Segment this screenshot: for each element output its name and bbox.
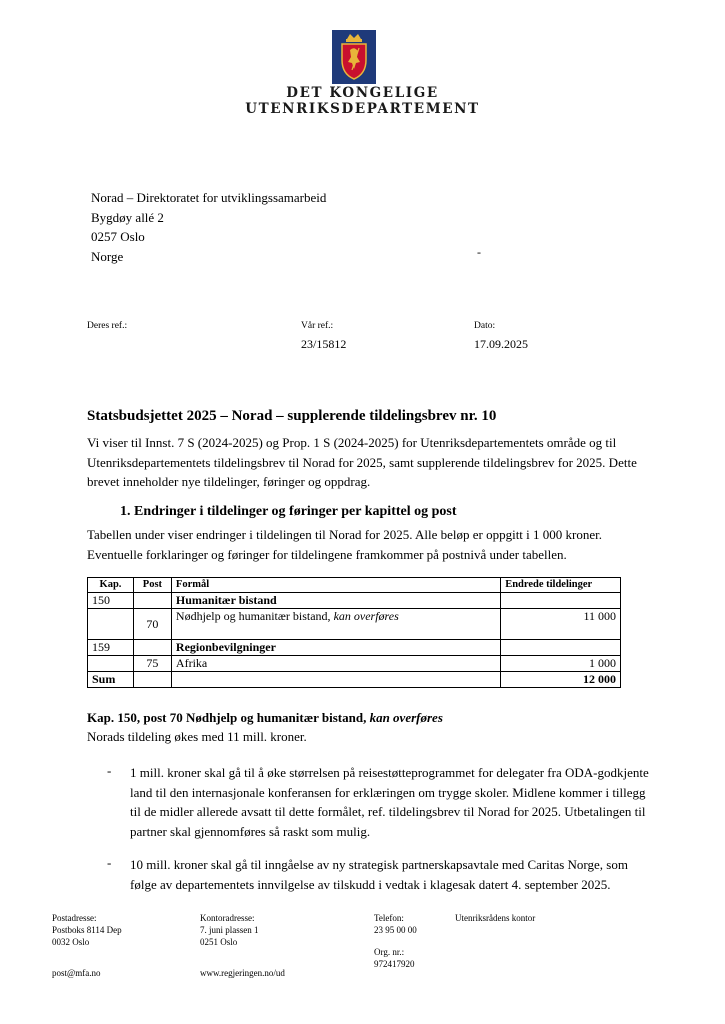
sum-label: Sum xyxy=(88,672,134,688)
intro-paragraph: Vi viser til Innst. 7 S (2024-2025) og Prop. 1 S (2024-2025) for Utenriksdepartementets område og til Utenriksdepartementets tildelingsbrev til Norad for 2025, samt supplerende tildelingsbrev for 2025. Dette brevet inneholder nye tildelinger, føringer og oppdrag. xyxy=(87,435,637,489)
kap-title-cell: Regionbevilgninger xyxy=(171,640,500,656)
table-sum-row xyxy=(88,672,621,688)
post-text: Nødhjelp og humanitær bistand, xyxy=(175,609,334,623)
table-row xyxy=(88,640,621,656)
amount-cell: 11 000 xyxy=(501,609,621,640)
post-cell: 75 xyxy=(133,656,171,672)
recipient-address xyxy=(91,188,326,266)
dato-value: 17.09.2025 xyxy=(474,337,528,351)
header-kap: Kap. xyxy=(88,578,134,593)
table-row xyxy=(88,656,621,672)
kap-cell: 159 xyxy=(88,640,134,656)
footer-label: Org. nr.: xyxy=(374,947,405,957)
footer-kontoradresse xyxy=(200,912,259,948)
department-name-line2: UTENRIKSDEPARTEMENT xyxy=(245,101,480,117)
footer-telefon xyxy=(374,912,417,936)
footer-text: 0251 Oslo xyxy=(200,937,238,947)
kap-title-cell: Humanitær bistand xyxy=(171,593,500,609)
footer-text: 0032 Oslo xyxy=(52,937,90,947)
letter-title: Statsbudsjettet 2025 – Norad – supplerende tildelingsbrev nr. 10 xyxy=(87,408,497,424)
post70-heading-italic: kan overføres xyxy=(369,710,443,725)
allocation-table xyxy=(87,577,621,688)
table-header-row xyxy=(88,578,621,593)
post-text-italic: kan overføres xyxy=(333,609,399,623)
footer-office: Utenriksrådens kontor xyxy=(455,913,536,923)
coat-of-arms-icon xyxy=(332,30,376,84)
recipient-line: 0257 Oslo xyxy=(91,229,145,244)
dato-label: Dato: xyxy=(474,321,496,331)
footer-email: post@mfa.no xyxy=(52,968,101,978)
bullet-item: 10 mill. kroner skal gå til inngåelse av ny strategisk partnerskapsavtale med Caritas Norge, som følge av departementets innvilgelse av tilskudd i vedtak i klagesak datert 4. september 2025. xyxy=(130,857,628,892)
footer-label: Postadresse: xyxy=(52,913,97,923)
post-text-cell xyxy=(171,609,500,640)
post70-heading xyxy=(87,710,443,726)
amount-cell: 1 000 xyxy=(501,656,621,672)
post-text-cell: Afrika xyxy=(171,656,500,672)
post70-text: Norads tildeling økes med 11 mill. kroner. xyxy=(87,729,307,744)
table-row xyxy=(88,593,621,609)
footer-text: 972417920 xyxy=(374,959,415,969)
bullet-mark: - xyxy=(107,763,112,778)
address-dash: - xyxy=(477,245,481,259)
section1-text: Tabellen under viser endringer i tildelingen til Norad for 2025. Alle beløp er oppgitt i 1 000 kroner. Eventuelle forklaringer og føringer for tildelingene framkommer på postnivå under tabellen. xyxy=(87,527,602,562)
header-post: Post xyxy=(133,578,171,593)
post70-heading-text: Kap. 150, post 70 Nødhjelp og humanitær bistand, xyxy=(87,710,370,725)
post-cell: 70 xyxy=(133,609,171,640)
sum-amount: 12 000 xyxy=(501,672,621,688)
var-ref-value: 23/15812 xyxy=(301,337,347,351)
deres-ref-label: Deres ref.: xyxy=(87,321,128,331)
bullet-mark: - xyxy=(107,855,112,870)
footer-text: Postboks 8114 Dep xyxy=(52,925,122,935)
kap-cell: 150 xyxy=(88,593,134,609)
footer-postadresse xyxy=(52,912,122,948)
bullet-item: 1 mill. kroner skal gå til å øke størrelsen på reisestøtteprogrammet for delegater fra ODA-godkjente land til den internasjonale konferansen for erklæringen om trygge skoler. Midlene kommer i tillegg til de midler allerede avsatt til dette formålet, ref. tildelingsbrev til Norad for 2025. Utbetalingen til partner skal gjennomføres så raskt som mulig. xyxy=(130,765,649,839)
footer-orgnr xyxy=(374,946,415,970)
footer-text: 7. juni plassen 1 xyxy=(200,925,259,935)
footer-web: www.regjeringen.no/ud xyxy=(200,968,285,978)
table-row xyxy=(88,609,621,640)
section1-heading: 1. Endringer i tildelinger og føringer per kapittel og post xyxy=(120,504,457,519)
var-ref-label: Vår ref.: xyxy=(301,321,334,331)
footer-label: Kontoradresse: xyxy=(200,913,255,923)
recipient-line: Norad – Direktoratet for utviklingssamarbeid xyxy=(91,190,327,205)
recipient-line: Norge xyxy=(91,248,124,264)
header-endrede: Endrede tildelinger xyxy=(501,578,621,593)
footer-label: Telefon: xyxy=(374,913,404,923)
header-formal: Formål xyxy=(171,578,500,593)
department-name-line1: DET KONGELIGE xyxy=(286,85,439,101)
recipient-line: Bygdøy allé 2 xyxy=(91,209,164,225)
footer-text: 23 95 00 00 xyxy=(374,925,417,935)
